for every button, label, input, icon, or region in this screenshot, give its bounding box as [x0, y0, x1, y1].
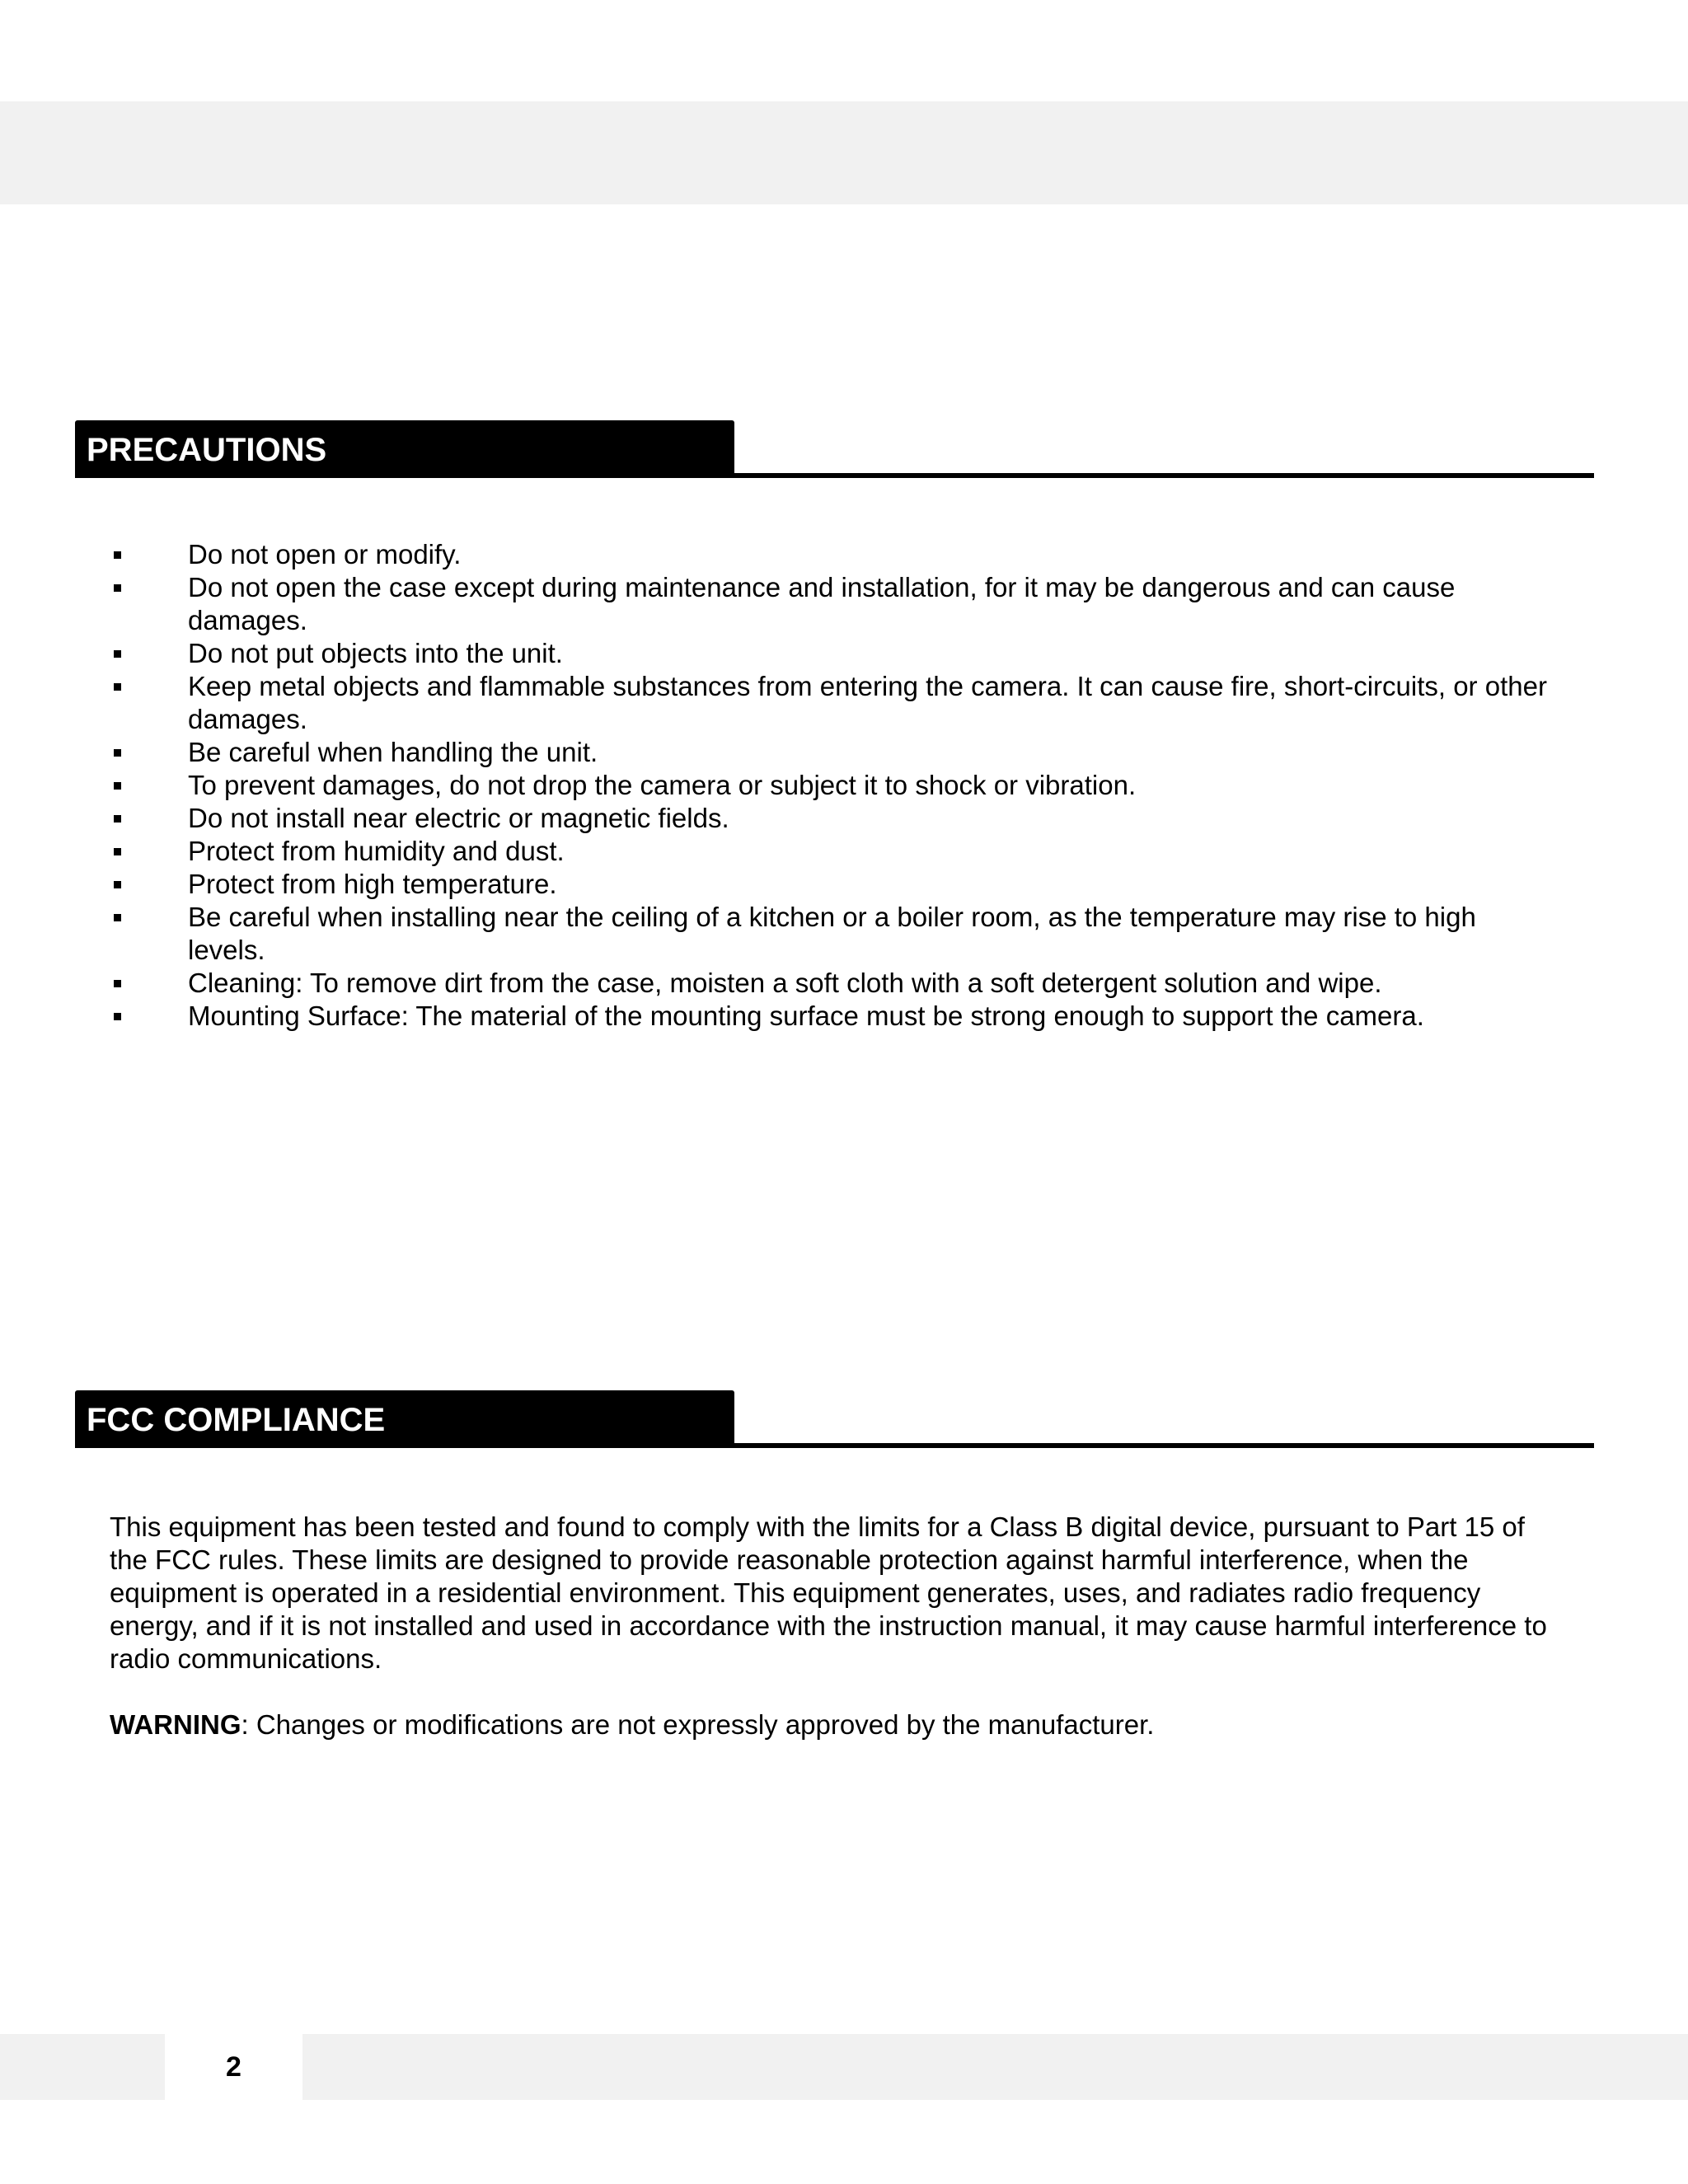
warning-label: WARNING: [110, 1709, 241, 1740]
precaution-text: Do not install near electric or magnetic fields.: [188, 803, 729, 833]
precautions-heading: PRECAUTIONS: [87, 432, 327, 468]
bullet-square-icon: [114, 782, 121, 790]
header-band: [0, 101, 1688, 204]
precaution-text: To prevent damages, do not drop the camera or subject it to shock or vibration.: [188, 770, 1137, 800]
fcc-heading: FCC COMPLIANCE: [87, 1402, 386, 1438]
precaution-item: [110, 637, 1560, 670]
precaution-item: [110, 868, 1560, 901]
fcc-warning: [110, 1708, 1560, 1741]
bullet-square-icon: [114, 749, 121, 757]
precaution-text: Be careful when handling the unit.: [188, 737, 598, 767]
bullet-square-icon: [114, 914, 121, 921]
bullet-square-icon: [114, 584, 121, 592]
precaution-text: Cleaning: To remove dirt from the case, moisten a soft cloth with a soft detergent solution and wipe.: [188, 968, 1382, 998]
precaution-item: [110, 901, 1560, 967]
bullet-square-icon: [114, 980, 121, 987]
bullet-square-icon: [114, 650, 121, 658]
fcc-section-header: [75, 1390, 1594, 1448]
fcc-paragraph: This equipment has been tested and found to comply with the limits for a Class B digital device, pursuant to Part 15 of the FCC rules. These limits are designed to provide reasonable protection against harmful interference, when the equipment is operated in a residential environment. This equipment generates, uses, and radiates radio frequency energy, and if it is not installed and used in accordance with the instruction manual, it may cause harmful interference to radio communications.: [110, 1511, 1547, 1674]
precaution-item: [110, 736, 1560, 769]
precaution-item: [110, 967, 1560, 1000]
precautions-heading-rule: [734, 473, 1594, 478]
precaution-text: Protect from humidity and dust.: [188, 836, 565, 866]
page-number: 2: [226, 2051, 241, 2083]
precaution-item: [110, 835, 1560, 868]
precaution-text: Mounting Surface: The material of the mounting surface must be strong enough to support the camera.: [188, 1001, 1424, 1031]
precaution-text: Keep metal objects and flammable substances from entering the camera. It can cause fire, short-circuits, or other damages.: [188, 671, 1547, 734]
footer-band-right: [302, 2034, 1688, 2100]
precaution-item: [110, 802, 1560, 835]
precaution-item: [110, 571, 1560, 637]
bullet-square-icon: [114, 881, 121, 888]
bullet-square-icon: [114, 683, 121, 691]
precaution-text: Do not open the case except during maintenance and installation, for it may be dangerous and can cause damages.: [188, 572, 1456, 635]
precaution-text: Do not open or modify.: [188, 539, 462, 569]
precaution-item: [110, 769, 1560, 802]
precaution-item: [110, 538, 1560, 571]
fcc-heading-rule: [734, 1443, 1594, 1448]
bullet-square-icon: [114, 551, 121, 559]
warning-text: : Changes or modifications are not expressly approved by the manufacturer.: [241, 1709, 1155, 1740]
precautions-section-header: [75, 420, 1594, 478]
precaution-text: Be careful when installing near the ceiling of a kitchen or a boiler room, as the temperature may rise to high levels.: [188, 902, 1476, 965]
bullet-square-icon: [114, 848, 121, 855]
precaution-text: Protect from high temperature.: [188, 869, 557, 899]
bullet-square-icon: [114, 1013, 121, 1020]
precaution-text: Do not put objects into the unit.: [188, 638, 563, 668]
precautions-list: [110, 538, 1560, 1033]
precaution-item: [110, 1000, 1560, 1033]
footer-band-left: [0, 2034, 165, 2100]
precaution-item: [110, 670, 1560, 736]
bullet-square-icon: [114, 815, 121, 823]
